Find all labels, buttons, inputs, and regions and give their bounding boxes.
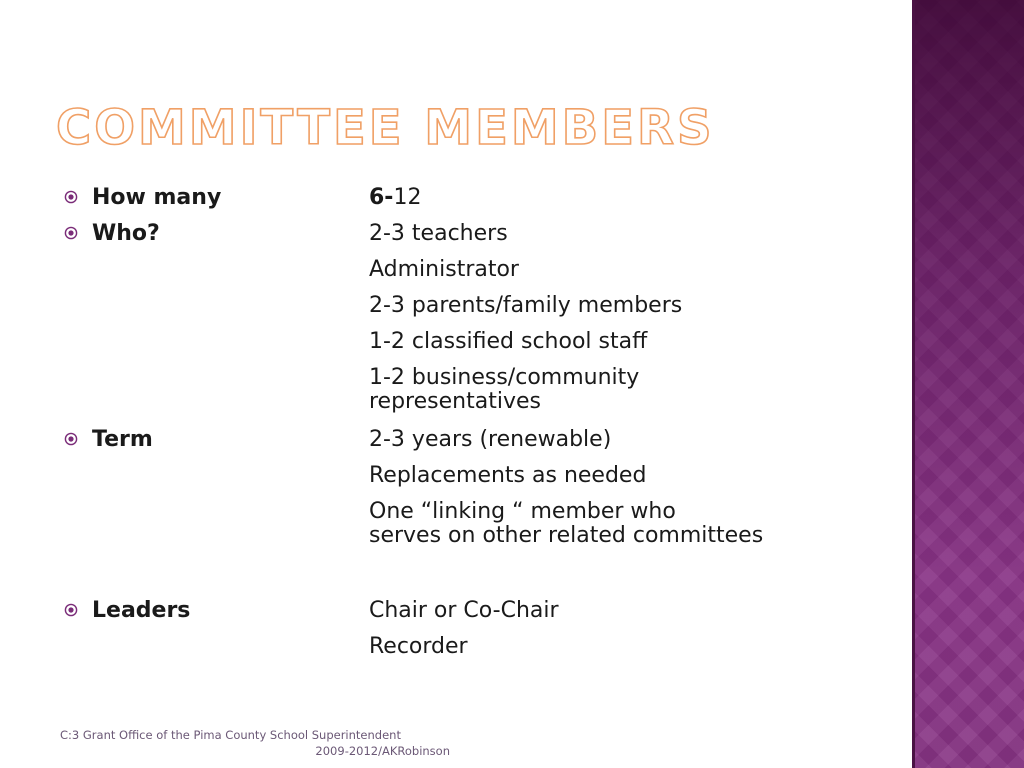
item-value: Recorder [369,634,468,659]
item-value: 2-3 years (renewable) [369,427,612,452]
decorative-side-panel [912,0,1024,768]
slide-title: COMMITTEE MEMBERS [56,100,715,156]
item-label: Leaders [92,598,191,623]
item-value: Administrator [369,257,519,282]
value-line: serves on other related committees [369,523,764,548]
item-value: 2-3 parents/family members [369,293,683,318]
item-label: Term [92,427,153,452]
value-bold-part: 6- [369,185,394,210]
item-value [369,498,909,550]
item-value [369,184,909,212]
circle-dot-bullet-icon [64,432,78,446]
value-line: representatives [369,389,541,414]
value-text-part: 12 [393,185,422,210]
footer-line-1: C:3 Grant Office of the Pima County School Superintendent [60,728,401,742]
item-label: Who? [92,221,160,246]
side-panel-edge [912,0,915,768]
item-values [369,184,909,220]
item-value: 1-2 classified school staff [369,329,648,354]
slide-footer [60,727,450,759]
footer-line-2: 2009-2012/AKRobinson [315,744,450,758]
item-values [369,220,909,424]
item-value: Chair or Co-Chair [369,598,559,623]
item-value: Replacements as needed [369,463,647,488]
circle-dot-bullet-icon [64,190,78,204]
item-value [369,364,909,416]
circle-dot-bullet-icon [64,226,78,240]
value-line: One “linking “ member who [369,499,676,524]
item-label: How many [92,185,222,210]
circle-dot-bullet-icon [64,603,78,617]
item-values [369,597,909,669]
item-values [369,426,909,558]
value-line: 1-2 business/community [369,365,640,390]
item-value: 2-3 teachers [369,221,508,246]
